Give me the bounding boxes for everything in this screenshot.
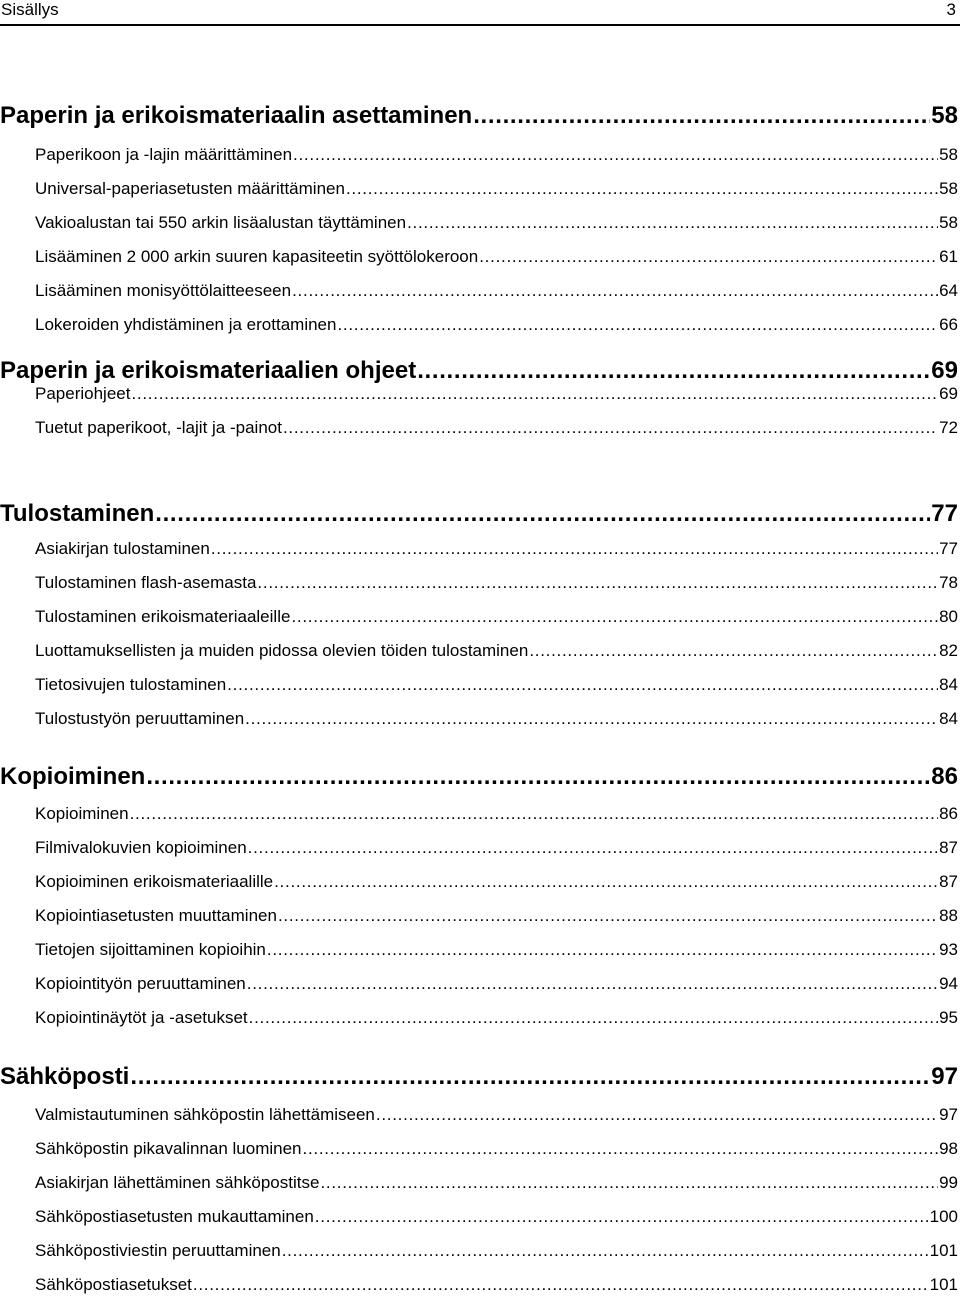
toc-section-entry[interactable] [35,838,958,862]
toc-chapter-entry[interactable] [0,102,958,132]
toc-section-title: Tietojen sijoittaminen kopioihin [35,940,266,959]
toc-section-entry[interactable] [35,213,958,237]
toc-section-entry[interactable] [35,247,958,271]
toc-page-number: 97 [939,1105,958,1124]
toc-section-entry[interactable] [35,1207,958,1231]
toc-page-number: 87 [939,838,958,857]
toc-page-number: 87 [939,872,958,891]
toc-section-title: Kopiointinäytöt ja -asetukset [35,1008,248,1027]
toc-page-number: 72 [939,418,958,437]
toc-dot-leader [245,709,938,729]
toc-dot-leader [417,357,930,385]
toc-section-entry[interactable] [35,1105,958,1129]
toc-section-title: Lokeroiden yhdistäminen ja erottaminen [35,315,337,334]
toc-section-title: Luottamuksellisten ja muiden pidossa olevien töiden tulostaminen [35,641,529,660]
toc-page-number: 58 [939,145,958,164]
toc-dot-leader [211,539,938,559]
toc-page-number: 86 [939,804,958,823]
toc-dot-leader [346,179,938,199]
toc-page-number: 66 [939,315,958,334]
toc-section-entry[interactable] [35,974,958,998]
toc-page-number: 100 [929,1207,958,1226]
toc-section-title: Valmistautuminen sähköpostin lähettämiseen [35,1105,375,1124]
running-header-page-number: 3 [946,0,956,19]
toc-page-number: 98 [939,1139,958,1158]
toc-page-number: 99 [939,1173,958,1192]
toc-page-number: 58 [939,213,958,232]
toc-section-entry[interactable] [35,1139,958,1163]
toc-dot-leader [283,418,938,438]
toc-section-title: Tulostustyön peruuttaminen [35,709,245,728]
toc-section-title: Tietosivujen tulostaminen [35,675,227,694]
toc-section-entry[interactable] [35,1173,958,1197]
toc-dot-leader [131,384,938,404]
toc-dot-leader [473,102,930,130]
toc-dot-leader [278,906,938,926]
toc-section-title: Lisääminen monisyöttölaitteeseen [35,281,292,300]
toc-section-entry[interactable] [35,179,958,203]
toc-page-number: 94 [939,974,958,993]
toc-section-title: Sähköpostin pikavalinnan luominen [35,1139,302,1158]
toc-dot-leader [257,573,938,593]
toc-section-entry[interactable] [35,675,958,699]
toc-section-entry[interactable] [35,281,958,305]
toc-page-number: 97 [931,1063,958,1090]
toc-section-title: Tulostaminen flash-asemasta [35,573,257,592]
toc-chapter-title: Paperin ja erikoismateriaalien ohjeet [0,357,417,384]
toc-section-entry[interactable] [35,641,958,665]
toc-section-title: Sähköpostiasetusten mukauttaminen [35,1207,314,1226]
toc-section-title: Kopioiminen [35,804,129,823]
toc-section-title: Tulostaminen erikoismateriaaleille [35,607,291,626]
toc-section-entry[interactable] [35,315,958,339]
toc-page-number: 86 [931,763,958,790]
toc-dot-leader [291,607,938,627]
toc-dot-leader [227,675,938,695]
toc-dot-leader [407,213,938,233]
toc-dot-leader [293,145,938,165]
toc-section-title: Kopiointiasetusten muuttaminen [35,906,277,925]
toc-page-number: 95 [939,1008,958,1027]
toc-section-entry[interactable] [35,539,958,563]
toc-chapter-entry[interactable] [0,357,958,387]
toc-section-entry[interactable] [35,804,958,828]
toc-chapter-title: Kopioiminen [0,763,146,790]
running-header-title: Sisällys [1,0,59,19]
toc-dot-leader [303,1139,939,1159]
toc-dot-leader [292,281,938,301]
toc-page-number: 64 [939,281,958,300]
toc-dot-leader [155,500,930,528]
toc-dot-leader [274,872,938,892]
toc-page-number: 84 [939,675,958,694]
toc-page-number: 61 [939,247,958,266]
toc-dot-leader [282,1241,929,1261]
toc-section-title: Vakioalustan tai 550 arkin lisäalustan täyttäminen [35,213,407,232]
toc-section-title: Kopioiminen erikoismateriaalille [35,872,274,891]
toc-dot-leader [249,1008,938,1028]
toc-page-number: 88 [939,906,958,925]
toc-page-number: 58 [931,102,958,129]
toc-page-number: 84 [939,709,958,728]
toc-section-title: Kopiointityön peruuttaminen [35,974,246,993]
toc-section-title: Sähköpostiasetukset [35,1275,192,1294]
toc-section-title: Tuetut paperikoot, -lajit ja -painot [35,418,282,437]
toc-dot-leader [247,974,938,994]
toc-chapter-title: Paperin ja erikoismateriaalin asettaminen [0,102,473,129]
toc-section-entry[interactable] [35,940,958,964]
toc-section-title: Sähköpostiviestin peruuttaminen [35,1241,281,1260]
toc-section-entry[interactable] [35,1008,958,1032]
toc-section-title: Asiakirjan lähettäminen sähköpostitse [35,1173,320,1192]
toc-chapter-entry[interactable] [0,763,958,793]
page-header [0,0,960,26]
toc-section-entry[interactable] [35,418,958,442]
toc-section-title: Asiakirjan tulostaminen [35,539,210,558]
toc-page-number: 69 [931,357,958,384]
toc-section-entry[interactable] [35,607,958,631]
toc-dot-leader [267,940,938,960]
toc-section-title: Paperiohjeet [35,384,131,403]
toc-section-entry[interactable] [35,573,958,597]
toc-dot-leader [130,804,939,824]
toc-dot-leader [529,641,938,661]
toc-page-number: 93 [939,940,958,959]
toc-chapter-title: Sähköposti [0,1063,130,1090]
toc-chapter-entry[interactable] [0,500,958,530]
toc-section-entry[interactable] [35,872,958,896]
toc-chapter-entry[interactable] [0,1063,958,1093]
toc-section-entry[interactable] [35,145,958,169]
toc-page-number: 78 [939,573,958,592]
toc-page-number: 80 [939,607,958,626]
toc-dot-leader [315,1207,929,1227]
toc-dot-leader [320,1173,938,1193]
toc-page-number: 77 [931,500,958,527]
toc-section-entry[interactable] [35,906,958,930]
toc-page-number: 101 [929,1275,958,1294]
toc-dot-leader [193,1275,929,1295]
toc-section-entry[interactable] [35,384,958,408]
toc-chapter-title: Tulostaminen [0,500,155,527]
toc-dot-leader [376,1105,938,1125]
toc-section-entry[interactable] [35,1275,958,1299]
toc-page-number: 82 [939,641,958,660]
toc-section-title: Paperikoon ja -lajin määrittäminen [35,145,293,164]
toc-dot-leader [337,315,938,335]
toc-section-entry[interactable] [35,709,958,733]
toc-section-title: Filmivalokuvien kopioiminen [35,838,247,857]
toc-page-number: 69 [939,384,958,403]
toc-dot-leader [146,763,930,791]
toc-page-number: 101 [929,1241,958,1260]
toc-section-title: Universal-paperiasetusten määrittäminen [35,179,345,198]
toc-section-title: Lisääminen 2 000 arkin suuren kapasiteetin syöttölokeroon [35,247,479,266]
toc-page-number: 58 [939,179,958,198]
toc-section-entry[interactable] [35,1241,958,1265]
toc-dot-leader [479,247,938,267]
toc-dot-leader [130,1063,930,1091]
toc-page-number: 77 [939,539,958,558]
toc-dot-leader [248,838,938,858]
